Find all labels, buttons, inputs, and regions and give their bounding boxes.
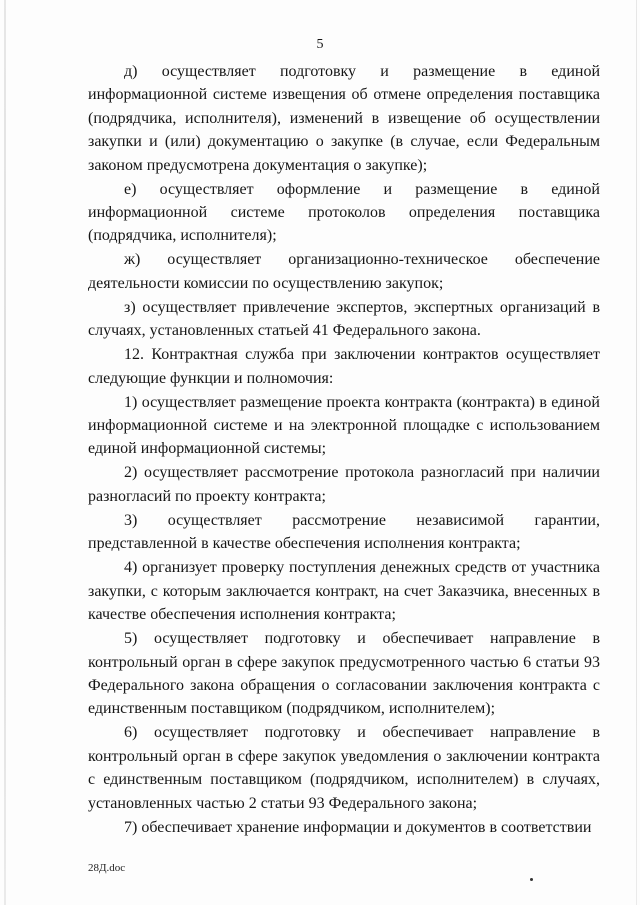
paragraph-6: 6) осуществляет подготовку и обеспечивает направление в контрольный орган в сфере закупок уведомления о заключении контракта с единственным поставщиком (подрядчиком, исполнителем) в случаях, установленных частью 2 статьи 93 Федерального закона; [88, 724, 600, 812]
paragraph-5: 5) осуществляет подготовку и обеспечивает направление в контрольный орган в сфере закупок предусмотренного частью 6 статьи 93 Федерального закона обращения о согласовании заключения контракта с единственным поставщиком (подрядчиком, исполнителем); [88, 630, 600, 718]
page-number: 5 [316, 37, 324, 52]
scan-speck [530, 878, 533, 881]
paragraph-2: 2) осуществляет рассмотрение протокола разногласий при наличии разногласий по проекту контракта; [88, 464, 600, 505]
paragraph-4: 4) организует проверку поступления денежных средств от участника закупки, с которым заключается контракт, на счет Заказчика, внесенных в качестве обеспечения исполнения контракта; [88, 559, 600, 624]
paragraph-d: д) осуществляет подготовку и размещение в единой информационной системе извещения об отмене определения поставщика (подрядчика, исполнителя), изменений в извещение об осуществлении закупки и (или) документацию о закупке (в случае, если Федеральным законом предусмотрена документация о закупке); [88, 63, 600, 174]
paragraph-z: з) осуществляет привлечение экспертов, экспертных организаций в случаях, установленных статьей 41 Федерального закона. [88, 298, 600, 340]
paragraph-12: 12. Контрактная служба при заключении контрактов осуществляет следующие функции и полномочия: [88, 346, 600, 387]
paragraph-1: 1) осуществляет размещение проекта контракта (контракта) в единой информационной системе и на электронной площадке с использованием единой информационной системы; [88, 393, 600, 458]
paragraph-3: 3) осуществляет рассмотрение независимой гарантии, представленной в качестве обеспечения исполнения контракта; [88, 511, 600, 553]
scan-edge-left [4, 0, 6, 905]
paragraph-e: е) осуществляет оформление и размещение в единой информационной системе протоколов определения поставщика (подрядчика, исполнителя); [88, 180, 600, 245]
scan-edge-right [636, 0, 637, 905]
paragraph-zh: ж) осуществляет организационно-техническое обеспечение деятельности комиссии по осуществлению закупок; [88, 251, 600, 292]
footer-filename: 28Д.doc [88, 862, 126, 874]
document-body [88, 60, 600, 840]
paragraph-7: 7) обеспечивает хранение информации и документов в соответствии [124, 818, 592, 836]
